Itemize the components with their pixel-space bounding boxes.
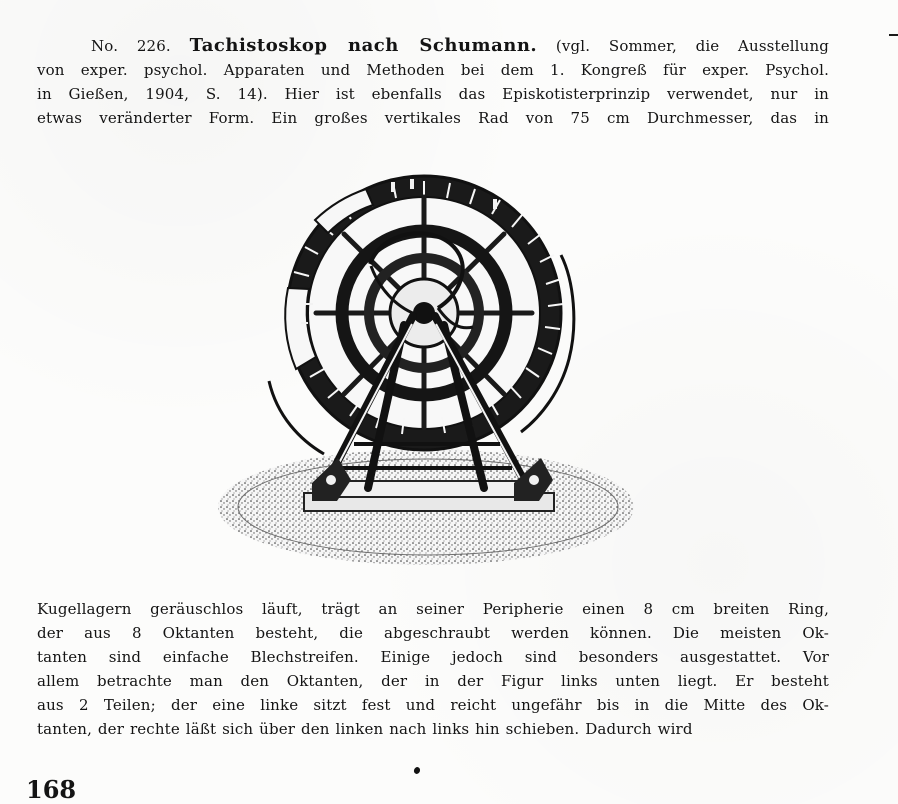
- text-line: tanten, der rechte läßt sich über den linken nach links hin schieben. Dadurch wird: [37, 720, 693, 738]
- text-line: der aus 8 Oktanten besteht, die abgeschraubt werden können. Die meisten Ok-: [37, 624, 829, 642]
- text-line: von exper. psychol. Apparaten und Methoden bei dem 1. Kongreß für exper. Psychol.: [37, 61, 829, 79]
- text-line: Kugellagern geräuschlos läuft, trägt an seiner Peripherie einen 8 cm breiten Ring,: [37, 600, 829, 618]
- ink-speck: [413, 766, 421, 775]
- tachistoscope-wheel-illustration: [214, 158, 644, 585]
- page-number: 168: [26, 775, 77, 804]
- text-line: aus 2 Teilen; der eine linke sitzt fest und reicht ungefähr bis in die Mitte des Ok-: [37, 696, 829, 714]
- text-line: tanten sind einfache Blechstreifen. Einige jedoch sind besonders ausgestattet. Vor: [37, 648, 829, 666]
- heading-line: [37, 34, 829, 58]
- top-paragraph: [37, 34, 829, 130]
- scan-edge-mark: [889, 34, 898, 36]
- instrument-title: Tachistoskop nach Schumann.: [189, 35, 538, 56]
- text-line: in Gießen, 1904, S. 14). Hier ist ebenfalls das Episkotisterprinzip verwendet, nur in: [37, 85, 829, 103]
- text-line: allem betrachte man den Oktanten, der in der Figur links unten liegt. Er besteht: [37, 672, 829, 690]
- heading-continuation: (vgl. Sommer, die Ausstellung: [555, 37, 830, 55]
- text-line: etwas veränderter Form. Ein großes vertikales Rad von 75 cm Durchmesser, das in: [37, 109, 829, 127]
- bottom-paragraph: [37, 597, 829, 741]
- catalog-number: No. 226.: [91, 37, 171, 55]
